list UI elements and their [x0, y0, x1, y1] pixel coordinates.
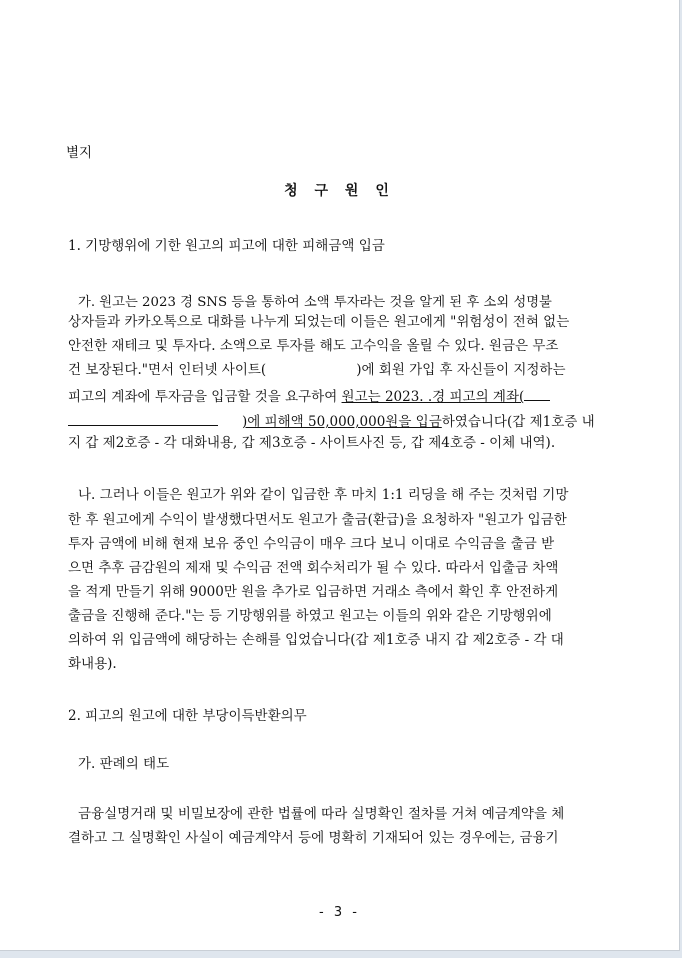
para-b-line-3: 투자 금액에 비해 현재 보유 중인 수익금이 매우 크다 보니 이대로 수익금을 출금 받: [68, 536, 555, 552]
para-b-line-6: 출금을 진행해 준다."는 등 기망행위를 하였고 원고는 이들의 위와 같은 기망행위에: [68, 608, 552, 624]
para-b-line-7: 의하여 위 입금액에 해당하는 손해를 입었습니다(갑 제1호증 내지 갑 제2호증 - 각 대: [68, 632, 564, 648]
para-a-line-3: 안전한 재테크 및 투자다. 소액으로 투자를 해도 고수익을 올릴 수 있다. 원금은 무조: [68, 338, 559, 354]
para-a-text-5b: 원고는 2023. .경 피고의 계좌(: [341, 389, 525, 405]
para-a-line-7: 지 갑 제2호증 - 각 대화내용, 갑 제3호증 - 사이트사진 등, 갑 제4호증 - 이체 내역).: [68, 435, 556, 451]
para-a-line-4: [68, 364, 565, 378]
para-b-line-1: 나. 그러나 이들은 원고가 위와 같이 입금한 후 마치 1:1 리딩을 해 주는 것처럼 기망: [78, 487, 569, 503]
para-b-line-8: 화내용).: [68, 656, 117, 672]
para-a-line-2: 상자들과 카카오톡으로 대화를 나누게 되었는데 이들은 원고에게 "위험성이 전혀 없는: [68, 314, 570, 330]
para-b-line-2: 한 후 원고에게 수익이 발생했다면서도 원고가 출금(환급)을 요청하자 "원고가 입금한: [68, 512, 567, 528]
para-a-line-1: [78, 291, 617, 310]
para-a-line-6: [68, 413, 595, 430]
para-b-line-5: 을 적게 만들기 위해 9000만 원을 추가로 입금하면 거래소 측에서 확인 후 안전하게: [68, 584, 559, 600]
section2-para-line-1: 금융실명거래 및 비밀보장에 관한 법률에 따라 실명확인 절차를 거쳐 예금계약을 체: [78, 806, 565, 822]
page-number: - 3 -: [319, 905, 360, 920]
section2-heading: 2. 피고의 원고에 대한 부당이득반환의무: [68, 708, 307, 724]
page-title: 청 구 원 인: [284, 183, 395, 199]
para-a-line-5: [68, 388, 550, 405]
redacted-account-blank-1: [524, 388, 550, 401]
para-b-line-4: 으면 추후 금감원의 제재 및 수익금 전액 회수처리가 될 수 있다. 따라서 입출금 차액: [68, 560, 559, 576]
section2-subheading: 가. 판례의 태도: [78, 756, 170, 772]
para-a-text-5a: 피고의 계좌에 투자금을 입금할 것을 요구하여: [68, 389, 342, 405]
section2-para-line-2: 결하고 그 실명확인 사실이 예금계약서 등에 명확히 기재되어 있는 경우에는, 금융기: [68, 830, 559, 846]
para-a-text-6a: )에 피해액 50,000,000원을 입금: [242, 414, 442, 430]
para-a-text-4b: )에 회원 가입 후 자신들이 지정하는: [356, 362, 566, 378]
attachment-label: 별지: [66, 145, 93, 161]
para-a-text-1: 가. 원고는 2023 경 SNS 등을 통하여 소액 투자라는 것을 알게 된 후 소외 성명불: [78, 295, 552, 310]
para-a-text-6b: 하였습니다(갑 제1호증 내: [441, 414, 595, 430]
redacted-account-blank-2: [68, 413, 218, 426]
para-a-text-4a: 건 보장된다."면서 인터넷 사이트(: [68, 362, 267, 378]
section1-heading: 1. 기망행위에 기한 원고의 피고에 대한 피해금액 입금: [68, 238, 385, 254]
